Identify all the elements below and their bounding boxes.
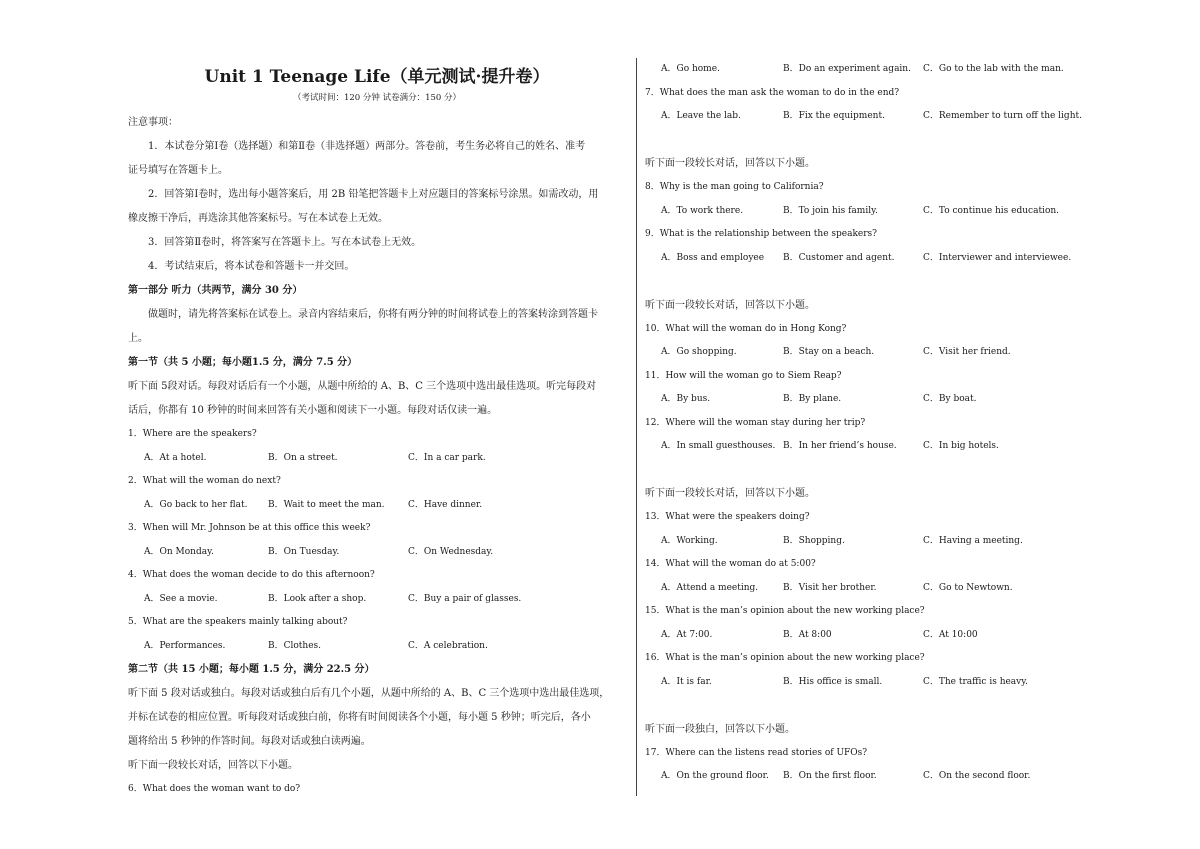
question-11: 11．How will the woman go to Siem Reap? A．By bus. B．By plane. C．By boat. [645, 370, 977, 404]
question-7: 7．What does the man ask the woman to do in the end? A．Leave the lab. B．Fix the equipment. C．Remember to turn off the light. [645, 87, 1082, 121]
page-title: Unit 1 Teenage Life（单元测试·提升卷） [204, 67, 550, 87]
dialogue-prompt: 听下面一段较长对话，回答以下小题。 [645, 299, 815, 311]
monologue-prompt: 听下面一段独白，回答以下小题。 [645, 723, 795, 735]
note-item-1: 1．本试卷分第Ⅰ卷（选择题）和第Ⅱ卷（非选择题）两部分。答卷前，考生务必将自己的姓名、准考 证号填写在答题卡上。 [128, 141, 586, 176]
dialogue-prompt: 听下面一段较长对话，回答以下小题。 [645, 158, 815, 169]
question-3: 3．When will Mr. Johnson be at this office this week? A．On Monday. B．On Tuesday. C．On Wednesday. [128, 523, 494, 557]
question-10: 10．What will the woman do in Hong Kong? A．Go shopping. B．Stay on a beach. C．Visit her friend. [645, 323, 1011, 357]
question-1: 1．Where are the speakers? A．At a hotel. B．On a street. C．In a car park. [128, 429, 486, 463]
note-item-3: 3．回答第Ⅱ卷时，将答案写在答题卡上。写在本试卷上无效。 [148, 237, 422, 248]
question-17: 17．Where can the listens read stories of UFOs? A．On the ground floor. B．On the first floor. C．On the second floor. [645, 747, 1031, 781]
question-2: 2．What will the woman do next? A．Go back to her flat. B．Wait to meet the man. C．Have dinner. [128, 476, 483, 510]
question-4: 4．What does the woman decide to do this afternoon? A．See a movie. B．Look after a shop. C．Buy a pair of glasses. [128, 570, 522, 604]
exam-info: （考试时间：120 分钟 试卷满分：150 分） [292, 93, 462, 103]
section1-instruction: 听下面 5段对话。每段对话后有一个小题，从题中所给的 A、B、C 三个选项中选出最佳选项。听完每段对 话后，你都有 10 秒钟的时间来回答有关小题和阅读下一小题。每段对话仅读一遍。 [128, 381, 597, 416]
right-column [645, 58, 1135, 789]
notes-heading: 注意事项： [128, 117, 178, 128]
question-8: 8．Why is the man going to California? A．To work there. B．To join his family. C．To continue his education. [645, 182, 1060, 216]
question-6: 6．What does the woman want to do? [128, 784, 301, 794]
note-item-4: 4．考试结束后，将本试卷和答题卡一并交回。 [148, 261, 355, 272]
column-divider [636, 58, 637, 796]
question-16: 16．What is the man’s opinion about the new working place? A．It is far. B．His office is small. C．The traffic is heavy. [645, 653, 1029, 687]
question-14: 14．What will the woman do at 5:00? A．Attend a meeting. B．Visit her brother. C．Go to Newtown. [645, 559, 1013, 593]
note-item-2: 2．回答第Ⅰ卷时，选出每小题答案后，用 2B 铅笔把答题卡上对应题目的答案标号涂黑。如需改动，用 橡皮擦干净后，再选涂其他答案标号。写在本试卷上无效。 [128, 189, 599, 224]
question-9: 9．What is the relationship between the speakers? A．Boss and employee B．Customer and agent. C．Interviewer and interviewee. [645, 229, 1072, 263]
question-15: 15．What is the man’s opinion about the new working place? A．At 7:00. B．At 8:00 C．At 10:00 [645, 606, 978, 640]
section2-instruction: 听下面 5 段对话或独白。每段对话或独白后有几个小题，从题中所给的 A、B、C 三个选项中选出最佳选项， 并标在试卷的相应位置。听每段对话或独白前，你将有时间阅读各个小题，每小题 5 秒钟；听完后，各小 题将给出 5 秒钟的作答时间。每段对话或独白读两遍。 [128, 688, 610, 747]
section1-heading: 第一节（共 5 小题；每小题1.5 分，满分 7.5 分） [128, 357, 358, 368]
section2-prompt: 听下面一段较长对话，回答以下小题。 [128, 760, 298, 771]
question-5: 5．What are the speakers mainly talking about? A．Performances. B．Clothes. C．A celebration. [128, 617, 488, 651]
left-column [128, 56, 626, 802]
part1-heading: 第一部分 听力（共两节，满分 30 分） [128, 285, 303, 296]
dialogue-prompt: 听下面一段较长对话，回答以下小题。 [645, 488, 815, 499]
question-12: 12．Where will the woman stay during her trip? A．In small guesthouses. B．In her friend’s house. C．In big hotels. [645, 417, 999, 451]
question-13: 13．What were the speakers doing? A．Working. B．Shopping. C．Having a meeting. [645, 512, 1023, 546]
section2-heading: 第二节（共 15 小题；每小题 1.5 分，满分 22.5 分） [128, 664, 375, 675]
part1-instruction: 做题时，请先将答案标在试卷上。录音内容结束后，你将有两分钟的时间将试卷上的答案转涂到答题卡 上。 [128, 309, 598, 344]
question-6-options: A．Go home. B．Do an experiment again. C．Go to the lab with the man. [661, 64, 1064, 74]
